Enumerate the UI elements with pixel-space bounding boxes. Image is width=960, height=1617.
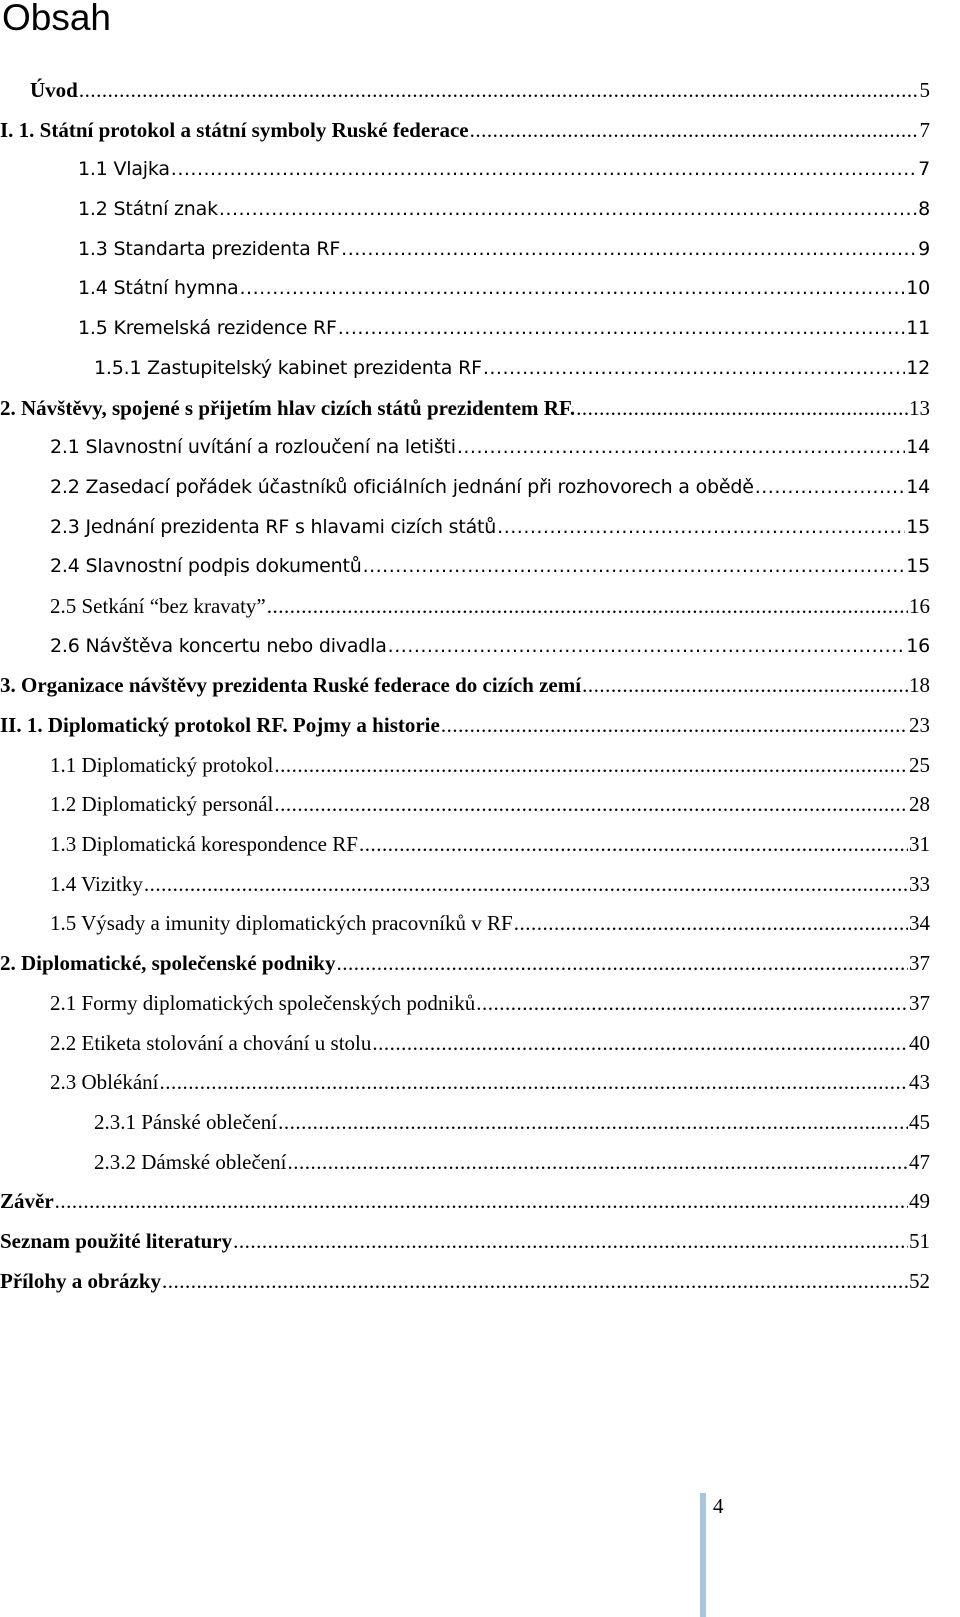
toc-entry[interactable] (0, 428, 930, 468)
toc-entry-page: 40 (909, 1030, 930, 1055)
toc-entry[interactable] (0, 468, 930, 508)
toc-entry-page: 51 (909, 1228, 930, 1253)
toc-entry-label: 2.3.1 Pánské oblečení (94, 1109, 278, 1134)
toc-entry-label: 1.5 Výsady a imunity diplomatických pracovníků v RF (50, 911, 513, 936)
toc-leader-dots (341, 230, 917, 270)
toc-leader-dots (267, 587, 908, 627)
toc-leader-dots (476, 984, 908, 1024)
toc-leader-dots (159, 1063, 908, 1103)
toc-entry-page: 15 (906, 555, 930, 578)
toc-leader-dots (240, 269, 906, 309)
toc-entry[interactable] (0, 1143, 930, 1183)
toc-leader-dots (287, 1143, 908, 1183)
toc-entry-label: 1.5.1 Zastupitelský kabinet prezidenta RF (94, 356, 482, 379)
toc-entry[interactable] (0, 71, 930, 111)
toc-entry[interactable] (0, 865, 930, 905)
toc-entry-label: 2. Návštěvy, spojené s přijetím hlav cizích států prezidentem RF. (0, 395, 576, 420)
toc-entry-page: 5 (919, 78, 930, 102)
toc-entry-page: 12 (906, 356, 930, 379)
toc-entry-page: 43 (909, 1070, 930, 1095)
toc-entry-label: 2.1 Formy diplomatických společenských podniků (50, 990, 476, 1015)
toc-entry[interactable] (0, 666, 930, 706)
toc-entry-page: 28 (909, 792, 930, 817)
toc-entry[interactable] (0, 111, 930, 151)
toc-entry[interactable] (0, 389, 930, 429)
toc-leader-dots (274, 746, 908, 786)
toc-entry-page: 25 (909, 752, 930, 777)
toc-leader-dots (388, 627, 906, 667)
toc-entry-page: 13 (909, 395, 930, 420)
toc-leader-dots (576, 389, 908, 429)
toc-entry-label: 2.6 Návštěva koncertu nebo divadla (50, 634, 387, 657)
toc-entry-label: 3. Organizace návštěvy prezidenta Ruské federace do cizích zemí (0, 673, 582, 698)
toc-entry-page: 16 (909, 593, 930, 618)
toc-entry-label: 1.3 Diplomatická korespondence RF (50, 832, 358, 857)
toc-entry-label: Úvod (30, 78, 78, 102)
toc-entry[interactable] (0, 944, 930, 984)
toc-entry-label: 1.1 Vlajka (78, 158, 170, 181)
toc-entry-label: 1.2 Státní znak (78, 198, 218, 221)
page-title: Obsah (2, 0, 112, 38)
toc-leader-dots (233, 1222, 908, 1262)
toc-entry-label: 1.4 Vizitky (50, 871, 143, 896)
toc-entry-label: 2.3 Oblékání (50, 1070, 159, 1095)
toc-entry-label: 1.3 Standarta prezidenta RF (78, 237, 341, 260)
toc-entry[interactable] (0, 150, 930, 190)
toc-entry-label: 1.2 Diplomatický personál (50, 792, 274, 817)
toc-entry-page: 37 (909, 951, 930, 976)
toc-entry[interactable] (0, 587, 930, 627)
toc-leader-dots (162, 1262, 908, 1302)
toc-entry[interactable] (0, 904, 930, 944)
toc-entry[interactable] (0, 309, 930, 349)
toc-entry-page: 10 (906, 277, 930, 300)
toc-entry[interactable] (0, 1063, 930, 1103)
toc-entry-page: 52 (909, 1268, 930, 1293)
toc-entry-label: 1.5 Kremelská rezidence RF (78, 317, 337, 340)
toc-entry[interactable] (0, 984, 930, 1024)
toc-leader-dots (336, 944, 908, 984)
toc-entry[interactable] (0, 746, 930, 786)
toc-leader-dots (497, 508, 905, 548)
toc-entry-page: 8 (918, 198, 930, 221)
toc-entry[interactable] (0, 269, 930, 309)
toc-entry-label: 2.2 Zasedací pořádek účastníků oficiálních jednání při rozhovorech a obědě (50, 475, 754, 498)
toc-entry-label: 2. Diplomatické, společenské podniky (0, 951, 336, 976)
toc-entry[interactable] (0, 1262, 930, 1302)
toc-entry-page: 14 (906, 436, 930, 459)
toc-leader-dots (144, 865, 908, 905)
toc-entry-label: 1.4 Státní hymna (78, 277, 239, 300)
table-of-contents (0, 71, 930, 1301)
toc-entry[interactable] (0, 1182, 930, 1222)
toc-leader-dots (79, 71, 919, 111)
toc-entry-label: Závěr (0, 1189, 54, 1214)
toc-leader-dots (755, 468, 906, 508)
toc-leader-dots (278, 1103, 908, 1143)
toc-entry-label: II. 1. Diplomatický protokol RF. Pojmy a historie (0, 713, 440, 737)
toc-entry-page: 14 (906, 475, 930, 498)
toc-entry[interactable] (0, 349, 930, 389)
toc-leader-dots (55, 1182, 908, 1222)
toc-entry[interactable] (0, 547, 930, 587)
toc-entry-label: 2.2 Etiketa stolování a chování u stolu (50, 1030, 372, 1055)
toc-leader-dots (274, 785, 908, 825)
toc-entry-page: 23 (909, 713, 930, 737)
toc-entry-page: 47 (909, 1149, 930, 1174)
toc-entry[interactable] (0, 190, 930, 230)
toc-entry-label: 2.3 Jednání prezidenta RF s hlavami cizích států (50, 515, 497, 538)
toc-entry-page: 9 (918, 237, 930, 260)
toc-leader-dots (171, 150, 917, 190)
toc-entry[interactable] (0, 1103, 930, 1143)
toc-entry-label: I. 1. Státní protokol a státní symboly Ruské federace (0, 117, 469, 142)
toc-entry-label: Přílohy a obrázky (0, 1268, 161, 1293)
toc-leader-dots (582, 666, 908, 706)
toc-leader-dots (441, 706, 908, 746)
toc-leader-dots (483, 349, 905, 389)
toc-entry-page: 16 (906, 634, 930, 657)
toc-entry-page: 37 (909, 990, 930, 1015)
toc-entry-label: 2.5 Setkání “bez kravaty” (50, 593, 266, 618)
toc-leader-dots (514, 904, 908, 944)
toc-entry-page: 18 (909, 673, 930, 698)
toc-entry[interactable] (0, 230, 930, 270)
toc-entry-page: 49 (909, 1189, 930, 1214)
toc-entry[interactable] (0, 706, 930, 746)
toc-entry-page: 45 (909, 1109, 930, 1134)
toc-entry[interactable] (0, 785, 930, 825)
toc-leader-dots (359, 825, 908, 865)
toc-entry-label: 2.1 Slavnostní uvítání a rozloučení na letišti (50, 436, 456, 459)
toc-leader-dots (363, 547, 906, 587)
toc-entry-page: 33 (909, 871, 930, 896)
toc-entry[interactable] (0, 627, 930, 667)
toc-leader-dots (338, 309, 905, 349)
toc-leader-dots (372, 1024, 908, 1064)
toc-entry[interactable] (0, 508, 930, 548)
toc-entry-page: 7 (919, 117, 930, 142)
toc-entry-page: 34 (909, 911, 930, 936)
footer-accent-bar (700, 1493, 706, 1617)
toc-leader-dots (470, 111, 919, 151)
toc-leader-dots (457, 428, 905, 468)
toc-entry[interactable] (0, 825, 930, 865)
toc-entry-label: Seznam použité literatury (0, 1228, 233, 1253)
toc-entry-label: 2.3.2 Dámské oblečení (94, 1149, 287, 1174)
toc-entry-page: 15 (906, 515, 930, 538)
toc-entry-page: 11 (906, 317, 930, 340)
toc-entry[interactable] (0, 1024, 930, 1064)
toc-entry-label: 1.1 Diplomatický protokol (50, 752, 274, 777)
page-number: 4 (713, 1494, 724, 1518)
toc-entry-page: 7 (918, 158, 930, 181)
toc-entry-page: 31 (909, 832, 930, 857)
toc-leader-dots (219, 190, 917, 230)
toc-entry[interactable] (0, 1222, 930, 1262)
toc-entry-label: 2.4 Slavnostní podpis dokumentů (50, 555, 362, 578)
